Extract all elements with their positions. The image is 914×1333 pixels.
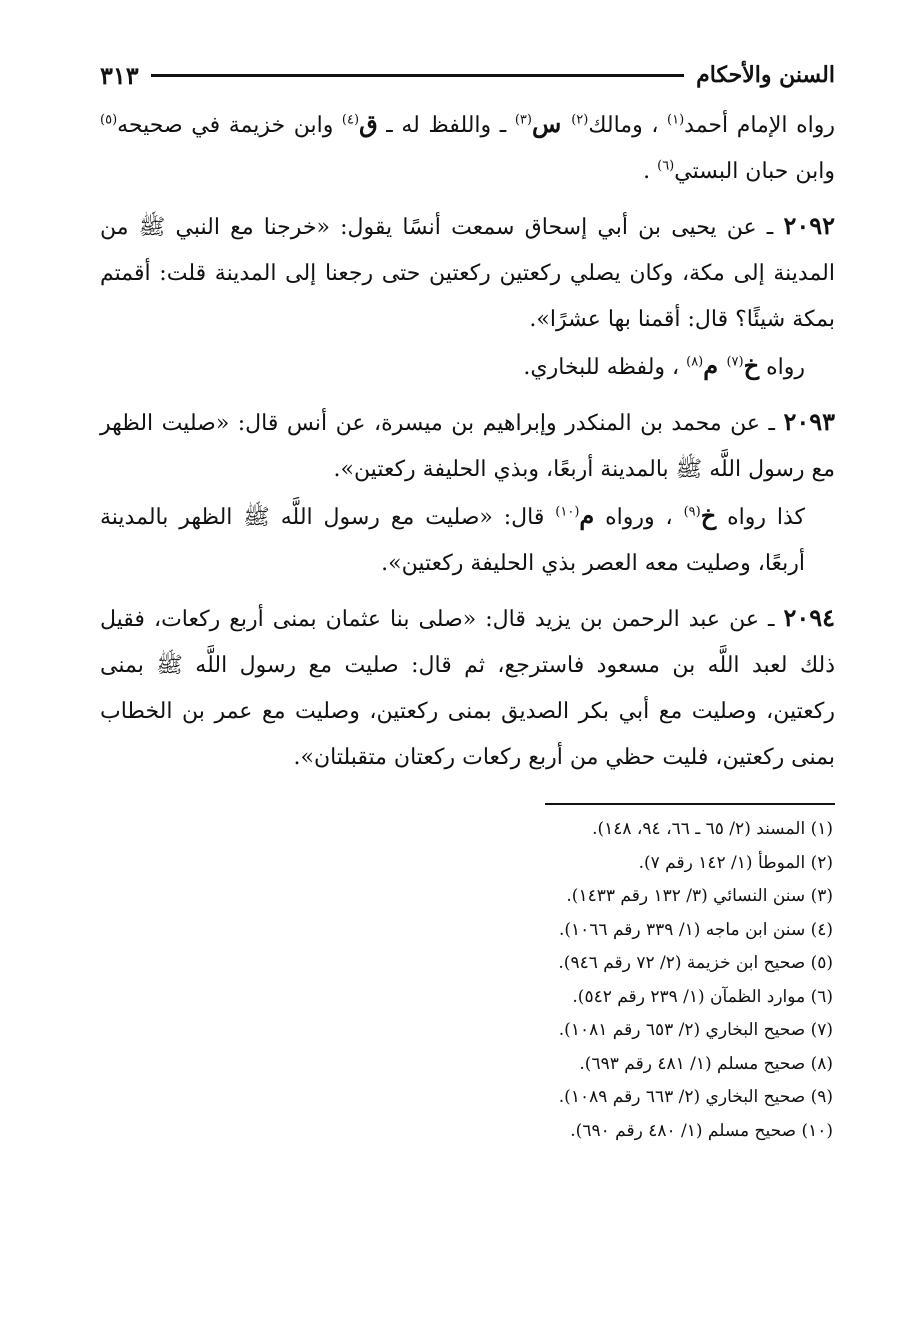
source-code: م	[579, 501, 595, 530]
hadith-2094	[100, 595, 835, 781]
footnote-ref: (٢)	[571, 112, 589, 128]
hadith-number: ٢٠٩٤	[783, 603, 835, 632]
footnote: (٥) صحيح ابن خزيمة (٢/ ٧٢ رقم ٩٤٦).	[558, 953, 833, 973]
page	[100, 55, 835, 1305]
hadith-2092	[100, 203, 835, 343]
footnote: (٨) صحيح مسلم (١/ ٤٨١ رقم ٦٩٣).	[579, 1053, 833, 1074]
text-span: ـ واللفظ له ـ	[377, 113, 515, 138]
text-span: وابن خزيمة في	[191, 113, 342, 138]
footnote-ref: (٣)	[514, 112, 532, 128]
footnote-ref: (٥)	[100, 112, 118, 128]
hadith-2092-sources	[100, 343, 835, 391]
footnote: (٣) سنن النسائي (٣/ ١٣٢ رقم ١٤٣٣).	[566, 886, 833, 906]
hadith-number: ٢٠٩٣	[783, 407, 835, 436]
text-span: وابن حبان البستي	[674, 159, 835, 184]
hadith-number: ٢٠٩٢	[783, 211, 835, 240]
text-span: ، ولفظه للبخاري.	[523, 355, 687, 380]
footnote: (٢) الموطأ (١/ ١٤٢ رقم ٧).	[638, 852, 833, 873]
footnote: (١) المسند (٢/ ٦٥ ـ ٦٦، ٩٤، ١٤٨).	[592, 819, 833, 839]
header-rule	[151, 74, 684, 77]
footnote: (١٠) صحيح مسلم (١/ ٤٨٠ رقم ٦٩٠).	[570, 1120, 833, 1141]
footnote-ref: (١٠)	[555, 504, 580, 520]
text-span: ، ومالك	[588, 113, 668, 138]
text-span: .	[643, 159, 658, 184]
footnote: (٧) صحيح البخاري (٢/ ٦٥٣ رقم ١٠٨١).	[558, 1020, 833, 1040]
footnote-ref: (٤)	[341, 112, 360, 128]
source-code: خ	[700, 501, 717, 530]
paragraph-sources-2091	[100, 101, 835, 195]
hadith-text: ـ عن عبد الرحمن بن يزيد قال: «صلى بنا عثمان بمنى أربع ركعات، فقيل ذلك لعبد اللَّه بن مسعود فاسترجع، ثم قال: صليت مع رسول اللَّه ﷺ بمنى ركعتين، وصليت مع أبي بكر الصديق بمنى ركعتين، وصليت مع عمر بن الخطاب بمنى ركعتين، فليت حظي من أربع ركعات ركعتان متقبلتان».	[100, 607, 835, 770]
footnote-ref: (١)	[667, 112, 685, 128]
footnote: (٦) موارد الظمآن (١/ ٢٣٩ رقم ٥٤٢).	[572, 986, 833, 1007]
text-span: ، ورواه	[594, 505, 684, 530]
hadith-text: ـ عن محمد بن المنكدر وإبراهيم بن ميسرة، عن أنس قال: «صليت الظهر مع رسول اللَّه ﷺ بالمدينة أربعًا، وبذي الحليفة ركعتين».	[100, 411, 835, 482]
running-header	[100, 55, 835, 95]
page-number: ٣١٣	[100, 60, 139, 90]
footnote-ref: (٦)	[657, 158, 675, 174]
hadith-2093	[100, 399, 835, 493]
source-code: م	[703, 351, 727, 380]
text-span: كذا رواه	[716, 505, 806, 530]
source-code: ق	[359, 109, 378, 138]
footnotes	[100, 813, 835, 1148]
text-span: رواه الإمام أحمد	[684, 113, 835, 138]
footnote: (٤) سنن ابن ماجه (١/ ٣٣٩ رقم ١٠٦٦).	[558, 919, 833, 940]
footnote: (٩) صحيح البخاري (٢/ ٦٦٣ رقم ١٠٨٩).	[558, 1087, 833, 1107]
text-span: قال: «صليت مع رسول اللَّه ﷺ الظهر بالمدينة أربعًا، وصليت معه العصر بذي الحليفة ركعتين».	[100, 505, 805, 576]
footnote-ref: (٩)	[683, 504, 701, 520]
text-span: رواه	[759, 355, 805, 380]
hadith-text: ـ عن يحيى بن أبي إسحاق سمعت أنسًا يقول: «خرجنا مع النبي ﷺ من المدينة إلى مكة، وكان يصلي ركعتين ركعتين حتى رجعنا إلى المدينة قلت: أقمتم بمكة شيئًا؟ قال: أقمنا بها عشرًا».	[100, 215, 835, 332]
footnote-ref: (٨)	[686, 354, 704, 370]
footnote-ref: (٧)	[726, 354, 744, 370]
hadith-2093-sources	[100, 493, 835, 587]
header-title: السنن والأحكام	[696, 62, 835, 88]
source-code: س	[531, 109, 572, 138]
text-span: صحيحه	[117, 113, 183, 138]
footnote-separator	[545, 803, 835, 805]
source-code: خ	[743, 351, 760, 380]
